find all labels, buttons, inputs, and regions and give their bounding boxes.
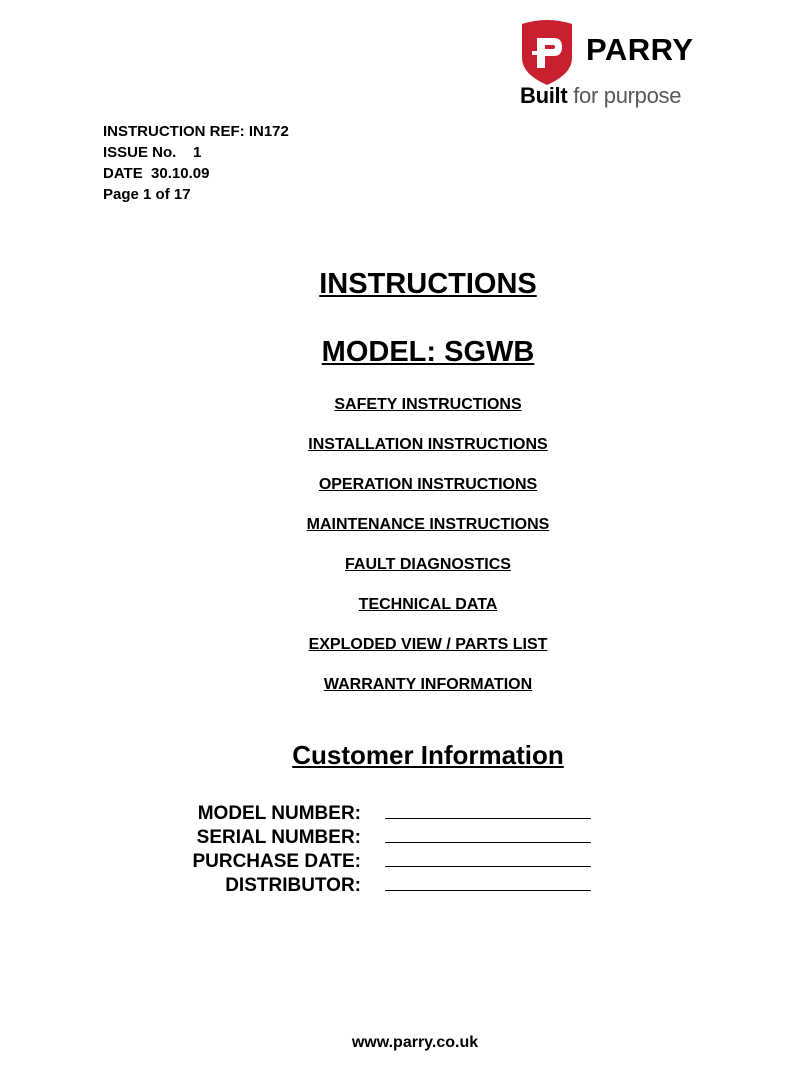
- page-number: Page 1 of 17: [103, 186, 191, 203]
- distributor-label: DISTRIBUTOR:: [225, 875, 361, 896]
- section-link-fault-diagnostics[interactable]: FAULT DIAGNOSTICS: [345, 556, 511, 573]
- tagline-rest: for purpose: [573, 83, 682, 108]
- website-link[interactable]: www.parry.co.uk: [351, 1034, 479, 1051]
- brand-tagline: [520, 83, 681, 109]
- model-number-field[interactable]: [385, 800, 591, 819]
- purchase-date-field[interactable]: [385, 848, 591, 867]
- issue-date: DATE 30.10.09: [103, 165, 210, 182]
- purchase-date-label: PURCHASE DATE:: [192, 851, 361, 872]
- model-title: MODEL: SGWB: [321, 336, 535, 368]
- section-link-warranty[interactable]: WARRANTY INFORMATION: [323, 676, 533, 693]
- section-link-technical-data[interactable]: TECHNICAL DATA: [358, 596, 498, 613]
- field-row: [160, 848, 591, 872]
- serial-number-label: SERIAL NUMBER:: [196, 827, 361, 848]
- field-row: [160, 872, 591, 896]
- section-link-exploded-view[interactable]: EXPLODED VIEW / PARTS LIST: [308, 636, 548, 653]
- section-link-safety[interactable]: SAFETY INSTRUCTIONS: [334, 396, 522, 413]
- customer-fields: [160, 800, 591, 896]
- section-link-installation[interactable]: INSTALLATION INSTRUCTIONS: [308, 436, 548, 453]
- page-title: INSTRUCTIONS: [319, 268, 537, 300]
- document-reference: [103, 121, 289, 205]
- issue-number: ISSUE No. 1: [103, 144, 202, 161]
- section-list: [210, 394, 646, 714]
- section-link-maintenance[interactable]: MAINTENANCE INSTRUCTIONS: [306, 516, 550, 533]
- distributor-field[interactable]: [385, 872, 591, 891]
- section-link-operation[interactable]: OPERATION INSTRUCTIONS: [318, 476, 538, 493]
- instruction-ref: INSTRUCTION REF: IN172: [103, 123, 289, 140]
- model-number-label: MODEL NUMBER:: [197, 803, 361, 824]
- serial-number-field[interactable]: [385, 824, 591, 843]
- parry-shield-icon: [518, 18, 576, 86]
- customer-info-heading: Customer Information: [292, 740, 564, 770]
- parry-logo: [518, 18, 708, 113]
- field-row: [160, 824, 591, 848]
- field-row: [160, 800, 591, 824]
- brand-name: PARRY: [586, 32, 694, 67]
- tagline-bold: Built: [520, 83, 568, 108]
